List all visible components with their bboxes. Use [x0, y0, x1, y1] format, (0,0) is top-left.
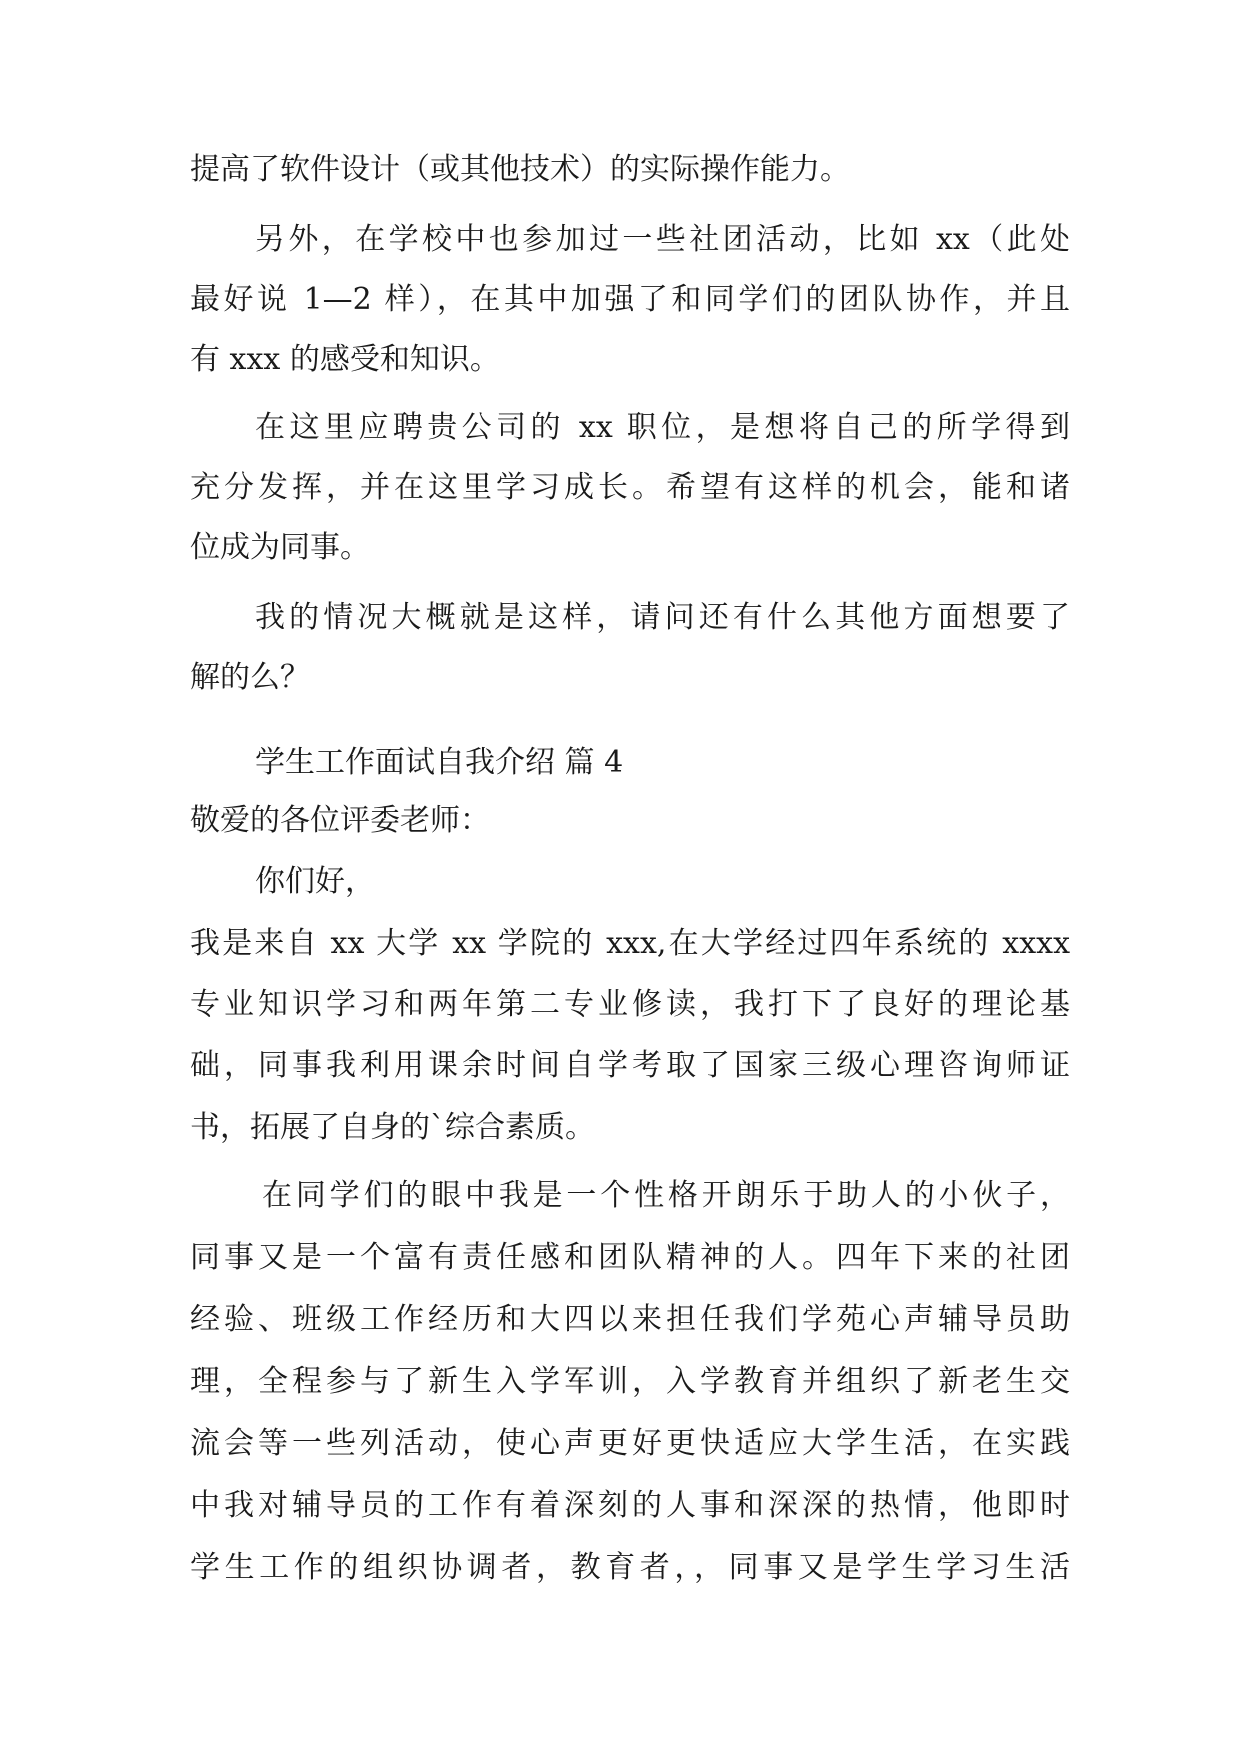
paragraph-line: 我的情况大概就是这样，请问还有什么其他方面想要了: [255, 600, 1070, 635]
paragraph-line: 最好说 1—2 样），在其中加强了和同学们的团队协作，并且: [190, 282, 1070, 317]
paragraph-line: 位成为同事。: [190, 530, 370, 565]
paragraph-line: 流会等一些列活动，使心声更好更快适应大学生活，在实践: [190, 1426, 1070, 1461]
salutation: 敬爱的各位评委老师：: [190, 803, 490, 838]
paragraph-line: 专业知识学习和两年第二专业修读，我打下了良好的理论基: [190, 987, 1070, 1022]
paragraph-line: 充分发挥，并在这里学习成长。希望有这样的机会，能和诸: [190, 470, 1070, 505]
paragraph-line: 理，全程参与了新生入学军训，入学教育并组织了新老生交: [190, 1364, 1070, 1399]
paragraph-line: 在同学们的眼中我是一个性格开朗乐于助人的小伙子，: [262, 1178, 1070, 1213]
paragraph-line: 中我对辅导员的工作有着深刻的人事和深深的热情，他即时: [190, 1488, 1070, 1523]
paragraph-line: 我是来自 xx 大学 xx 学院的 xxx,在大学经过四年系统的 xxxx: [190, 926, 1070, 961]
greeting: 你们好，: [255, 864, 375, 899]
paragraph-line: 另外，在学校中也参加过一些社团活动，比如 xx（此处: [255, 222, 1070, 257]
paragraph-line: 同事又是一个富有责任感和团队精神的人。四年下来的社团: [190, 1240, 1070, 1275]
paragraph-line: 经验、班级工作经历和大四以来担任我们学苑心声辅导员助: [190, 1302, 1070, 1337]
paragraph-line: 学生工作的组织协调者，教育者，，同事又是学生学习生活: [190, 1550, 1070, 1585]
paragraph-line: 在这里应聘贵公司的 xx 职位，是想将自己的所学得到: [255, 410, 1070, 445]
paragraph-line: 提高了软件设计（或其他技术）的实际操作能力。: [190, 152, 850, 187]
paragraph-line: 书，拓展了自身的`综合素质。: [190, 1110, 595, 1145]
paragraph-line: 解的么？: [190, 660, 310, 695]
paragraph-line: 础，同事我利用课余时间自学考取了国家三级心理咨询师证: [190, 1048, 1070, 1083]
paragraph-line: 有 xxx 的感受和知识。: [190, 342, 500, 377]
section-heading: 学生工作面试自我介绍 篇 4: [255, 745, 624, 780]
